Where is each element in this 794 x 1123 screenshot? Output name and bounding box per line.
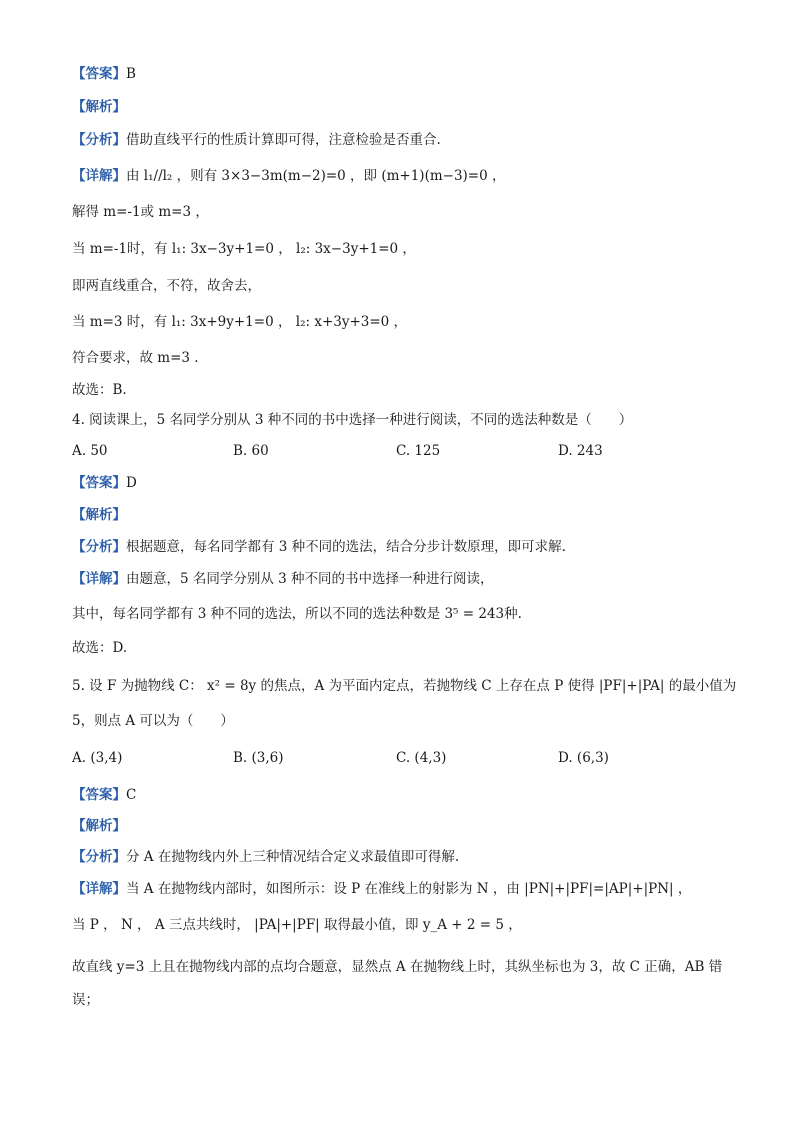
- q5-option-d: D. (6,3): [558, 750, 609, 766]
- answer-tag: 【答案】: [72, 66, 126, 82]
- answer-value: D: [126, 475, 137, 491]
- jiexi-tag: 【解析】: [72, 507, 126, 523]
- q3-detail-row: [72, 166, 734, 186]
- xiangjie-tag: 【详解】: [72, 168, 126, 184]
- q4-option-c: C. 125: [396, 443, 441, 459]
- fenxi-text: 根据题意，每名同学都有 3 种不同的选法，结合分步计数原理，即可求解.: [126, 539, 566, 555]
- q5-stem-line-1: 5. 设 F 为抛物线 C： x² = 8y 的焦点，A 为平面内定点，若抛物线 C 上存在点 P 使得 |PF|+|PA| 的最小值为: [72, 678, 737, 694]
- q5-fenxi-row: [72, 847, 734, 867]
- detail-line: 故选：B.: [72, 382, 127, 398]
- jiexi-tag: 【解析】: [72, 818, 126, 834]
- detail-line: 当 m=-1时，有 l₁: 3x−3y+1=0 ， l₂: 3x−3y+1=0 ，: [72, 241, 416, 257]
- q5-jiexi-row: [72, 816, 734, 836]
- q3-fenxi-row: [72, 130, 734, 150]
- q4-option-d: D. 243: [558, 443, 603, 459]
- q4-option-a: A. 50: [72, 443, 108, 459]
- q3-jiexi-row: [72, 97, 734, 117]
- detail-line: 由 l₁//l₂ ，则有 3×3−3m(m−2)=0 ，即 (m+1)(m−3)=0 ，: [126, 168, 506, 184]
- detail-line: 解得 m=-1或 m=3 ，: [72, 204, 209, 220]
- q4-fenxi-row: [72, 537, 734, 557]
- jiexi-tag: 【解析】: [72, 99, 126, 115]
- q4-detail-row: [72, 569, 734, 589]
- detail-line: 即两直线重合，不符，故舍去，: [72, 278, 261, 294]
- q5-answer-row: [72, 785, 734, 805]
- answer-value: B: [126, 66, 136, 82]
- xiangjie-tag: 【详解】: [72, 881, 126, 897]
- fenxi-text: 分 A 在抛物线内外上三种情况结合定义求最值即可得解.: [126, 849, 460, 865]
- q5-option-c: C. (4,3): [396, 750, 447, 766]
- q5-stem-line-2: 5，则点 A 可以为（ ）: [72, 713, 234, 729]
- q3-answer-row: [72, 64, 734, 84]
- detail-line: 当 P ， N ， A 三点共线时， |PA|+|PF| 取得最小值，即 y_A + 2 = 5 ，: [72, 917, 522, 933]
- q5-detail-row: [72, 879, 734, 899]
- detail-line: 由题意，5 名同学分别从 3 种不同的书中选择一种进行阅读，: [126, 571, 494, 587]
- answer-value: C: [126, 787, 137, 803]
- detail-line: 故直线 y=3 上且在抛物线内部的点均合题意，显然点 A 在抛物线上时，其纵坐标也为 3，故 C 正确，AB 错: [72, 959, 723, 975]
- fenxi-tag: 【分析】: [72, 849, 126, 865]
- detail-line: 当 m=3 时，有 l₁: 3x+9y+1=0 ， l₂: x+3y+3=0 ，: [72, 314, 408, 330]
- q5-option-b: B. (3,6): [233, 750, 284, 766]
- detail-line: 故选：D.: [72, 640, 128, 656]
- fenxi-tag: 【分析】: [72, 132, 126, 148]
- xiangjie-tag: 【详解】: [72, 571, 126, 587]
- fenxi-text: 借助直线平行的性质计算即可得，注意检验是否重合.: [126, 132, 441, 148]
- detail-line: 误；: [72, 992, 99, 1008]
- detail-line: 符合要求，故 m=3 .: [72, 350, 199, 366]
- q4-answer-row: [72, 473, 734, 493]
- fenxi-tag: 【分析】: [72, 539, 126, 555]
- q4-stem: 4. 阅读课上，5 名同学分别从 3 种不同的书中选择一种进行阅读，不同的选法种数是（ ）: [72, 412, 633, 428]
- detail-line: 当 A 在抛物线内部时，如图所示：设 P 在准线上的射影为 N ，由 |PN|+|PF|=|AP|+|PN| ，: [126, 881, 692, 897]
- detail-line: 其中，每名同学都有 3 种不同的选法，所以不同的选法种数是 3⁵ = 243种.: [72, 606, 522, 622]
- q4-option-b: B. 60: [233, 443, 269, 459]
- q5-option-a: A. (3,4): [72, 750, 123, 766]
- answer-tag: 【答案】: [72, 475, 126, 491]
- q4-jiexi-row: [72, 505, 734, 525]
- answer-tag: 【答案】: [72, 787, 126, 803]
